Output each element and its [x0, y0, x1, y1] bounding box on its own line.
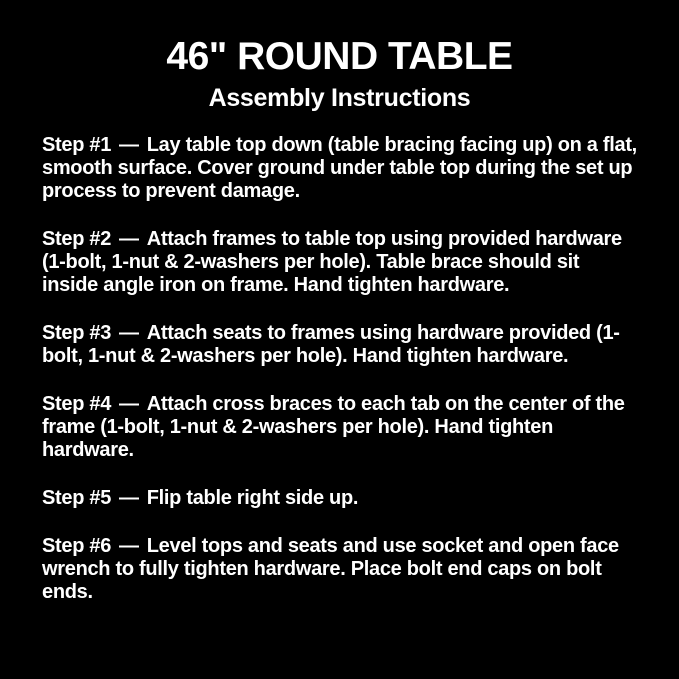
step-text: Attach seats to frames using hardware provided (1-bolt, 1-nut & 2-washers per hole). Hand tighten hardware.	[42, 322, 620, 368]
step-item-3	[42, 322, 639, 368]
step-dash: —	[119, 393, 139, 416]
step-text: Lay table top down (table bracing facing up) on a flat, smooth surface. Cover ground under table top during the set up process to prevent damage.	[42, 134, 637, 203]
step-text: Flip table right side up.	[146, 487, 359, 510]
step-label: Step #6	[42, 535, 112, 558]
step-item-6	[42, 535, 639, 604]
step-label: Step #3	[42, 322, 112, 345]
step-text: Attach frames to table top using provided hardware (1-bolt, 1-nut & 2-washers per hole). Table brace should sit inside angle iron on frame. Hand tighten hardware.	[42, 228, 622, 297]
step-dash: —	[119, 134, 139, 157]
header	[0, 36, 679, 112]
step-label: Step #5	[42, 487, 112, 510]
page-subtitle: Assembly Instructions	[208, 83, 471, 112]
step-dash: —	[119, 322, 139, 345]
step-text: Level tops and seats and use socket and open face wrench to fully tighten hardware. Place bolt end caps on bolt ends.	[42, 535, 619, 604]
step-item-5	[42, 487, 639, 510]
step-label: Step #4	[42, 393, 112, 416]
step-item-2	[42, 228, 639, 297]
page-title: 46" ROUND TABLE	[166, 35, 513, 78]
steps-list	[0, 134, 679, 604]
step-item-1	[42, 134, 639, 203]
step-dash: —	[119, 487, 139, 510]
step-label: Step #2	[42, 228, 112, 251]
step-item-4	[42, 393, 639, 462]
step-text: Attach cross braces to each tab on the center of the frame (1-bolt, 1-nut & 2-washers per hole). Hand tighten hardware.	[42, 393, 625, 462]
step-label: Step #1	[42, 134, 112, 157]
step-dash: —	[119, 535, 139, 558]
step-dash: —	[119, 228, 139, 251]
